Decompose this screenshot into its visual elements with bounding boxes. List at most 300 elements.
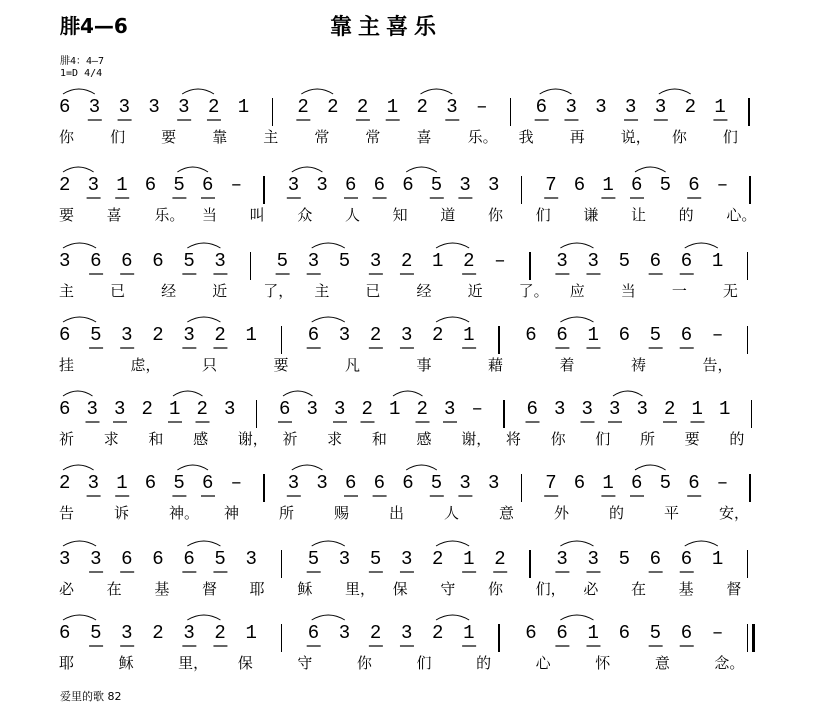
lyric-syllable: 当 bbox=[202, 206, 218, 224]
note: 6 bbox=[59, 324, 71, 346]
notes-row bbox=[55, 548, 775, 578]
lyric-syllable: 稣 bbox=[118, 654, 134, 672]
note: 6 bbox=[121, 250, 133, 272]
slur bbox=[436, 541, 469, 546]
note: – bbox=[230, 472, 242, 494]
note: 2 bbox=[356, 96, 369, 118]
note: 1 bbox=[714, 96, 726, 118]
note: 3 bbox=[118, 96, 130, 118]
slur bbox=[436, 615, 469, 620]
note: 3 bbox=[338, 622, 351, 644]
scripture-ref: 腓4：4—7 bbox=[60, 56, 105, 67]
lyric-syllable: 要 bbox=[684, 430, 700, 448]
note: 5 bbox=[369, 548, 382, 570]
lyric-syllable: 无 bbox=[722, 282, 738, 300]
slur bbox=[436, 243, 469, 248]
note: 6 bbox=[556, 324, 568, 346]
note: 3 bbox=[287, 174, 300, 196]
lyric-syllable: 督 bbox=[202, 580, 218, 598]
note: 3 bbox=[306, 398, 318, 420]
slur bbox=[560, 243, 593, 248]
note: 1 bbox=[587, 324, 599, 346]
note: 6 bbox=[59, 398, 71, 420]
note: 3 bbox=[488, 472, 500, 494]
note: 3 bbox=[459, 174, 471, 196]
slur bbox=[63, 615, 96, 620]
note: 5 bbox=[649, 324, 662, 346]
lyric-syllable: 告， bbox=[702, 356, 733, 374]
lyric-syllable: 们， bbox=[535, 580, 566, 598]
lyric-syllable: 求 bbox=[327, 430, 343, 448]
note: 1 bbox=[169, 398, 181, 420]
slur bbox=[63, 167, 94, 172]
lyric-syllable: 虑， bbox=[130, 356, 161, 374]
note: 1 bbox=[237, 96, 250, 118]
lyrics-row bbox=[55, 126, 775, 150]
note: 3 bbox=[90, 548, 102, 570]
note: 6 bbox=[556, 622, 568, 644]
slur bbox=[63, 391, 93, 396]
note: 5 bbox=[649, 622, 662, 644]
lyrics-row bbox=[55, 204, 775, 228]
note: 3 bbox=[86, 398, 98, 420]
lyric-syllable: 里， bbox=[345, 580, 376, 598]
lyric-syllable: 出 bbox=[389, 504, 405, 522]
slur bbox=[292, 465, 323, 470]
note: 6 bbox=[573, 472, 586, 494]
note: 2 bbox=[214, 622, 226, 644]
note: 6 bbox=[649, 548, 662, 570]
lyric-syllable: 你 bbox=[488, 206, 504, 224]
note: 6 bbox=[680, 622, 693, 644]
lyric-syllable: 们 bbox=[535, 206, 551, 224]
lyric-syllable: 主 bbox=[263, 128, 279, 146]
note: 3 bbox=[459, 472, 471, 494]
staff-line bbox=[55, 536, 775, 606]
notes-row bbox=[55, 324, 775, 354]
lyric-syllable: 在 bbox=[106, 580, 122, 598]
note: 6 bbox=[59, 96, 71, 118]
note: 6 bbox=[618, 324, 630, 346]
lyric-syllable: 们 bbox=[110, 128, 126, 146]
lyric-syllable: 诉 bbox=[114, 504, 130, 522]
note: 1 bbox=[719, 398, 731, 420]
slur bbox=[635, 167, 666, 172]
lyric-syllable: 念。 bbox=[714, 654, 745, 672]
staff-line bbox=[55, 238, 775, 308]
note: 3 bbox=[178, 96, 190, 118]
note: 5 bbox=[659, 472, 671, 494]
slur bbox=[182, 89, 214, 94]
lyric-syllable: 督 bbox=[726, 580, 742, 598]
note: – bbox=[711, 324, 724, 346]
note: 6 bbox=[680, 250, 693, 272]
note: 2 bbox=[152, 324, 164, 346]
lyric-syllable: 要 bbox=[273, 356, 289, 374]
slur bbox=[283, 391, 313, 396]
lyric-syllable: 赐 bbox=[334, 504, 350, 522]
lyric-syllable: 说， bbox=[620, 128, 651, 146]
slur bbox=[421, 89, 453, 94]
note: 2 bbox=[684, 96, 697, 118]
lyric-syllable: 已 bbox=[110, 282, 126, 300]
lyric-syllable: 主 bbox=[314, 282, 330, 300]
lyric-syllable: 了。 bbox=[518, 282, 549, 300]
staff-line bbox=[55, 162, 775, 232]
notes-row bbox=[55, 398, 775, 428]
note: 2 bbox=[416, 96, 428, 118]
note: 1 bbox=[602, 174, 614, 196]
slur bbox=[685, 541, 718, 546]
slur bbox=[393, 391, 423, 396]
lyric-syllable: 叫 bbox=[249, 206, 265, 224]
note: 3 bbox=[400, 324, 413, 346]
note: 6 bbox=[183, 548, 195, 570]
lyric-syllable: 耶 bbox=[249, 580, 265, 598]
note: 2 bbox=[400, 250, 413, 272]
footer-text: 爱里的歌 82 bbox=[60, 690, 122, 703]
lyric-syllable: 感 bbox=[193, 430, 209, 448]
lyrics-row bbox=[55, 428, 775, 452]
note: 7 bbox=[545, 174, 557, 196]
note: 5 bbox=[659, 174, 671, 196]
note: 3 bbox=[121, 324, 133, 346]
lyric-syllable: 近 bbox=[467, 282, 483, 300]
lyric-syllable: 人 bbox=[444, 504, 460, 522]
lyric-syllable: 已 bbox=[365, 282, 381, 300]
slur bbox=[406, 465, 437, 470]
note: 6 bbox=[202, 472, 214, 494]
note: 3 bbox=[245, 548, 257, 570]
note: 5 bbox=[173, 174, 185, 196]
note: 2 bbox=[432, 622, 444, 644]
slur bbox=[173, 391, 203, 396]
lyric-syllable: 求 bbox=[103, 430, 119, 448]
lyric-syllable: 心 bbox=[535, 654, 551, 672]
note: 1 bbox=[691, 398, 703, 420]
lyric-syllable: 意 bbox=[499, 504, 515, 522]
lyric-syllable: 所 bbox=[279, 504, 295, 522]
note: 3 bbox=[59, 250, 71, 272]
lyric-syllable: 要 bbox=[161, 128, 177, 146]
note: 2 bbox=[369, 324, 382, 346]
note: 3 bbox=[338, 548, 351, 570]
note: 3 bbox=[148, 96, 160, 118]
lyric-syllable: 心。 bbox=[726, 206, 757, 224]
note: 3 bbox=[183, 622, 195, 644]
lyric-syllable: 你 bbox=[59, 128, 75, 146]
note: 1 bbox=[116, 174, 128, 196]
slur bbox=[312, 243, 345, 248]
note: 3 bbox=[114, 398, 126, 420]
note: 1 bbox=[711, 548, 724, 570]
lyrics-row bbox=[55, 652, 775, 676]
lyrics-row bbox=[55, 354, 775, 378]
notes-row bbox=[55, 250, 775, 280]
note: 6 bbox=[680, 548, 693, 570]
note: 6 bbox=[59, 622, 71, 644]
note: 2 bbox=[327, 96, 339, 118]
note: 6 bbox=[525, 324, 537, 346]
lyric-syllable: 挂 bbox=[59, 356, 75, 374]
note: 2 bbox=[297, 96, 309, 118]
staff-line bbox=[55, 610, 775, 680]
slur bbox=[312, 541, 345, 546]
hymn-title: 靠主喜乐 bbox=[330, 14, 443, 40]
note: 5 bbox=[276, 250, 288, 272]
lyrics-row bbox=[55, 578, 775, 602]
lyric-syllable: 基 bbox=[154, 580, 170, 598]
lyrics-row bbox=[55, 280, 775, 304]
note: 3 bbox=[121, 622, 133, 644]
note: 6 bbox=[152, 250, 164, 272]
slur bbox=[63, 317, 96, 322]
slur bbox=[187, 615, 220, 620]
note: 3 bbox=[214, 250, 226, 272]
note: – bbox=[716, 174, 729, 196]
note: 2 bbox=[369, 622, 382, 644]
lyric-syllable: 神 bbox=[224, 504, 240, 522]
note: 1 bbox=[587, 622, 599, 644]
note: 6 bbox=[402, 472, 414, 494]
lyric-syllable: 必 bbox=[59, 580, 75, 598]
lyric-syllable: 和 bbox=[371, 430, 387, 448]
slur bbox=[560, 541, 593, 546]
lyric-syllable: 在 bbox=[631, 580, 647, 598]
note: 3 bbox=[307, 250, 320, 272]
note: 6 bbox=[144, 472, 157, 494]
note: 3 bbox=[316, 174, 328, 196]
lyric-syllable: 祈 bbox=[282, 430, 298, 448]
lyric-syllable: 喜 bbox=[416, 128, 432, 146]
lyric-syllable: 谦 bbox=[583, 206, 599, 224]
note: 3 bbox=[565, 96, 577, 118]
lyric-syllable: 乐。 bbox=[154, 206, 185, 224]
slur bbox=[177, 465, 208, 470]
lyric-syllable: 让 bbox=[631, 206, 647, 224]
note: 6 bbox=[688, 174, 700, 196]
note: 3 bbox=[556, 548, 568, 570]
lyric-syllable: 藉 bbox=[488, 356, 504, 374]
note: 3 bbox=[400, 548, 413, 570]
note: – bbox=[471, 398, 483, 420]
note: 6 bbox=[535, 96, 548, 118]
lyric-syllable: 里， bbox=[178, 654, 209, 672]
note: 3 bbox=[59, 548, 71, 570]
note: 1 bbox=[432, 250, 444, 272]
lyric-syllable: 经 bbox=[161, 282, 177, 300]
note: 3 bbox=[581, 398, 593, 420]
notes-row bbox=[55, 174, 775, 204]
note: 6 bbox=[649, 250, 662, 272]
lyric-syllable: 外 bbox=[554, 504, 570, 522]
note: 6 bbox=[631, 472, 643, 494]
slur bbox=[436, 317, 469, 322]
note: 2 bbox=[361, 398, 373, 420]
note: 3 bbox=[88, 96, 101, 118]
lyric-syllable: 的 bbox=[609, 504, 625, 522]
slur bbox=[560, 317, 593, 322]
lyric-syllable: 神。 bbox=[169, 504, 200, 522]
note: 6 bbox=[680, 324, 693, 346]
lyric-syllable: 常 bbox=[314, 128, 330, 146]
lyric-syllable: 保 bbox=[392, 580, 408, 598]
lyric-syllable: 的 bbox=[729, 430, 745, 448]
lyric-syllable: 一 bbox=[671, 282, 687, 300]
note: 3 bbox=[183, 324, 195, 346]
lyric-syllable: 乐。 bbox=[467, 128, 498, 146]
note: 5 bbox=[430, 472, 443, 494]
note: 5 bbox=[338, 250, 351, 272]
lyric-syllable: 们 bbox=[595, 430, 611, 448]
note: 5 bbox=[430, 174, 443, 196]
note: 3 bbox=[87, 472, 99, 494]
note: – bbox=[494, 250, 506, 272]
note: 1 bbox=[463, 548, 475, 570]
note: 2 bbox=[664, 398, 676, 420]
lyric-syllable: 近 bbox=[212, 282, 228, 300]
note: 2 bbox=[59, 174, 71, 196]
note: 3 bbox=[338, 324, 351, 346]
note: 6 bbox=[307, 324, 320, 346]
note: 2 bbox=[432, 324, 444, 346]
note: 6 bbox=[373, 174, 385, 196]
note: 7 bbox=[545, 472, 557, 494]
note: 3 bbox=[87, 174, 99, 196]
note: 1 bbox=[386, 96, 399, 118]
lyric-syllable: 人 bbox=[345, 206, 361, 224]
note: 5 bbox=[90, 622, 102, 644]
slur bbox=[659, 89, 691, 94]
note: 2 bbox=[59, 472, 71, 494]
note: 6 bbox=[631, 174, 643, 196]
slur bbox=[187, 243, 220, 248]
lyric-syllable: 祈 bbox=[59, 430, 75, 448]
note: 1 bbox=[711, 250, 724, 272]
lyric-syllable: 你 bbox=[550, 430, 566, 448]
note: 5 bbox=[618, 548, 630, 570]
note: 3 bbox=[654, 96, 667, 118]
lyric-syllable: 祷 bbox=[631, 356, 647, 374]
notes-row bbox=[55, 96, 775, 126]
note: 2 bbox=[494, 548, 506, 570]
lyric-syllable: 道 bbox=[440, 206, 456, 224]
note: 3 bbox=[554, 398, 566, 420]
slur bbox=[301, 89, 333, 94]
note: 1 bbox=[463, 622, 475, 644]
lyric-syllable: 凡 bbox=[345, 356, 361, 374]
slur bbox=[187, 317, 220, 322]
note: 3 bbox=[224, 398, 236, 420]
lyric-syllable: 耶 bbox=[59, 654, 75, 672]
lyric-syllable: 着 bbox=[559, 356, 575, 374]
lyric-syllable: 了， bbox=[263, 282, 294, 300]
slur bbox=[560, 615, 593, 620]
note: 3 bbox=[595, 96, 607, 118]
slur bbox=[187, 541, 220, 546]
note: 3 bbox=[446, 96, 458, 118]
lyric-syllable: 怀 bbox=[595, 654, 611, 672]
note: 6 bbox=[573, 174, 586, 196]
note: 1 bbox=[389, 398, 401, 420]
lyric-syllable: 感 bbox=[416, 430, 432, 448]
note: 2 bbox=[432, 548, 444, 570]
note: 1 bbox=[245, 622, 257, 644]
note: 2 bbox=[152, 622, 164, 644]
note: 6 bbox=[152, 548, 164, 570]
note: 6 bbox=[121, 548, 133, 570]
note: – bbox=[230, 174, 242, 196]
lyric-syllable: 们 bbox=[722, 128, 738, 146]
slur bbox=[406, 167, 437, 172]
slur bbox=[63, 465, 94, 470]
slur bbox=[63, 541, 96, 546]
lyric-syllable: 要 bbox=[59, 206, 75, 224]
lyric-syllable: 基 bbox=[678, 580, 694, 598]
lyric-syllable: 谢， bbox=[461, 430, 492, 448]
slur bbox=[685, 243, 718, 248]
lyric-syllable: 们 bbox=[416, 654, 432, 672]
note: 2 bbox=[141, 398, 153, 420]
lyric-syllable: 稣 bbox=[297, 580, 313, 598]
note: 2 bbox=[207, 96, 220, 118]
staff-line bbox=[55, 460, 775, 530]
lyric-syllable: 的 bbox=[476, 654, 492, 672]
slur bbox=[312, 615, 345, 620]
lyric-syllable: 告 bbox=[59, 504, 75, 522]
slur bbox=[613, 391, 643, 396]
slur bbox=[63, 89, 95, 94]
note: – bbox=[476, 96, 488, 118]
lyric-syllable: 你 bbox=[671, 128, 687, 146]
slur bbox=[177, 167, 208, 172]
note: 6 bbox=[144, 174, 157, 196]
note: 6 bbox=[202, 174, 214, 196]
lyric-syllable: 你 bbox=[356, 654, 372, 672]
note: 3 bbox=[287, 472, 300, 494]
lyric-syllable: 知 bbox=[392, 206, 408, 224]
note: 1 bbox=[245, 324, 257, 346]
slur bbox=[312, 317, 345, 322]
note: 3 bbox=[609, 398, 621, 420]
lyric-syllable: 再 bbox=[569, 128, 585, 146]
lyric-syllable: 保 bbox=[237, 654, 253, 672]
note: 6 bbox=[279, 398, 291, 420]
note: 1 bbox=[116, 472, 128, 494]
note: 6 bbox=[90, 250, 102, 272]
lyric-syllable: 事 bbox=[416, 356, 432, 374]
note: – bbox=[711, 622, 724, 644]
lyric-syllable: 经 bbox=[416, 282, 432, 300]
note: 6 bbox=[402, 174, 414, 196]
lyric-syllable: 只 bbox=[202, 356, 218, 374]
note: 6 bbox=[345, 472, 357, 494]
slur bbox=[63, 243, 96, 248]
note: 6 bbox=[526, 398, 538, 420]
notes-row bbox=[55, 622, 775, 652]
note: 2 bbox=[463, 250, 475, 272]
slur bbox=[292, 167, 323, 172]
lyric-syllable: 守 bbox=[440, 580, 456, 598]
lyric-syllable: 众 bbox=[297, 206, 313, 224]
note: 6 bbox=[373, 472, 385, 494]
lyric-syllable: 必 bbox=[583, 580, 599, 598]
note: 1 bbox=[463, 324, 475, 346]
lyric-syllable: 喜 bbox=[106, 206, 122, 224]
lyric-syllable: 和 bbox=[148, 430, 164, 448]
staff-line bbox=[55, 312, 775, 382]
lyric-syllable: 当 bbox=[620, 282, 636, 300]
